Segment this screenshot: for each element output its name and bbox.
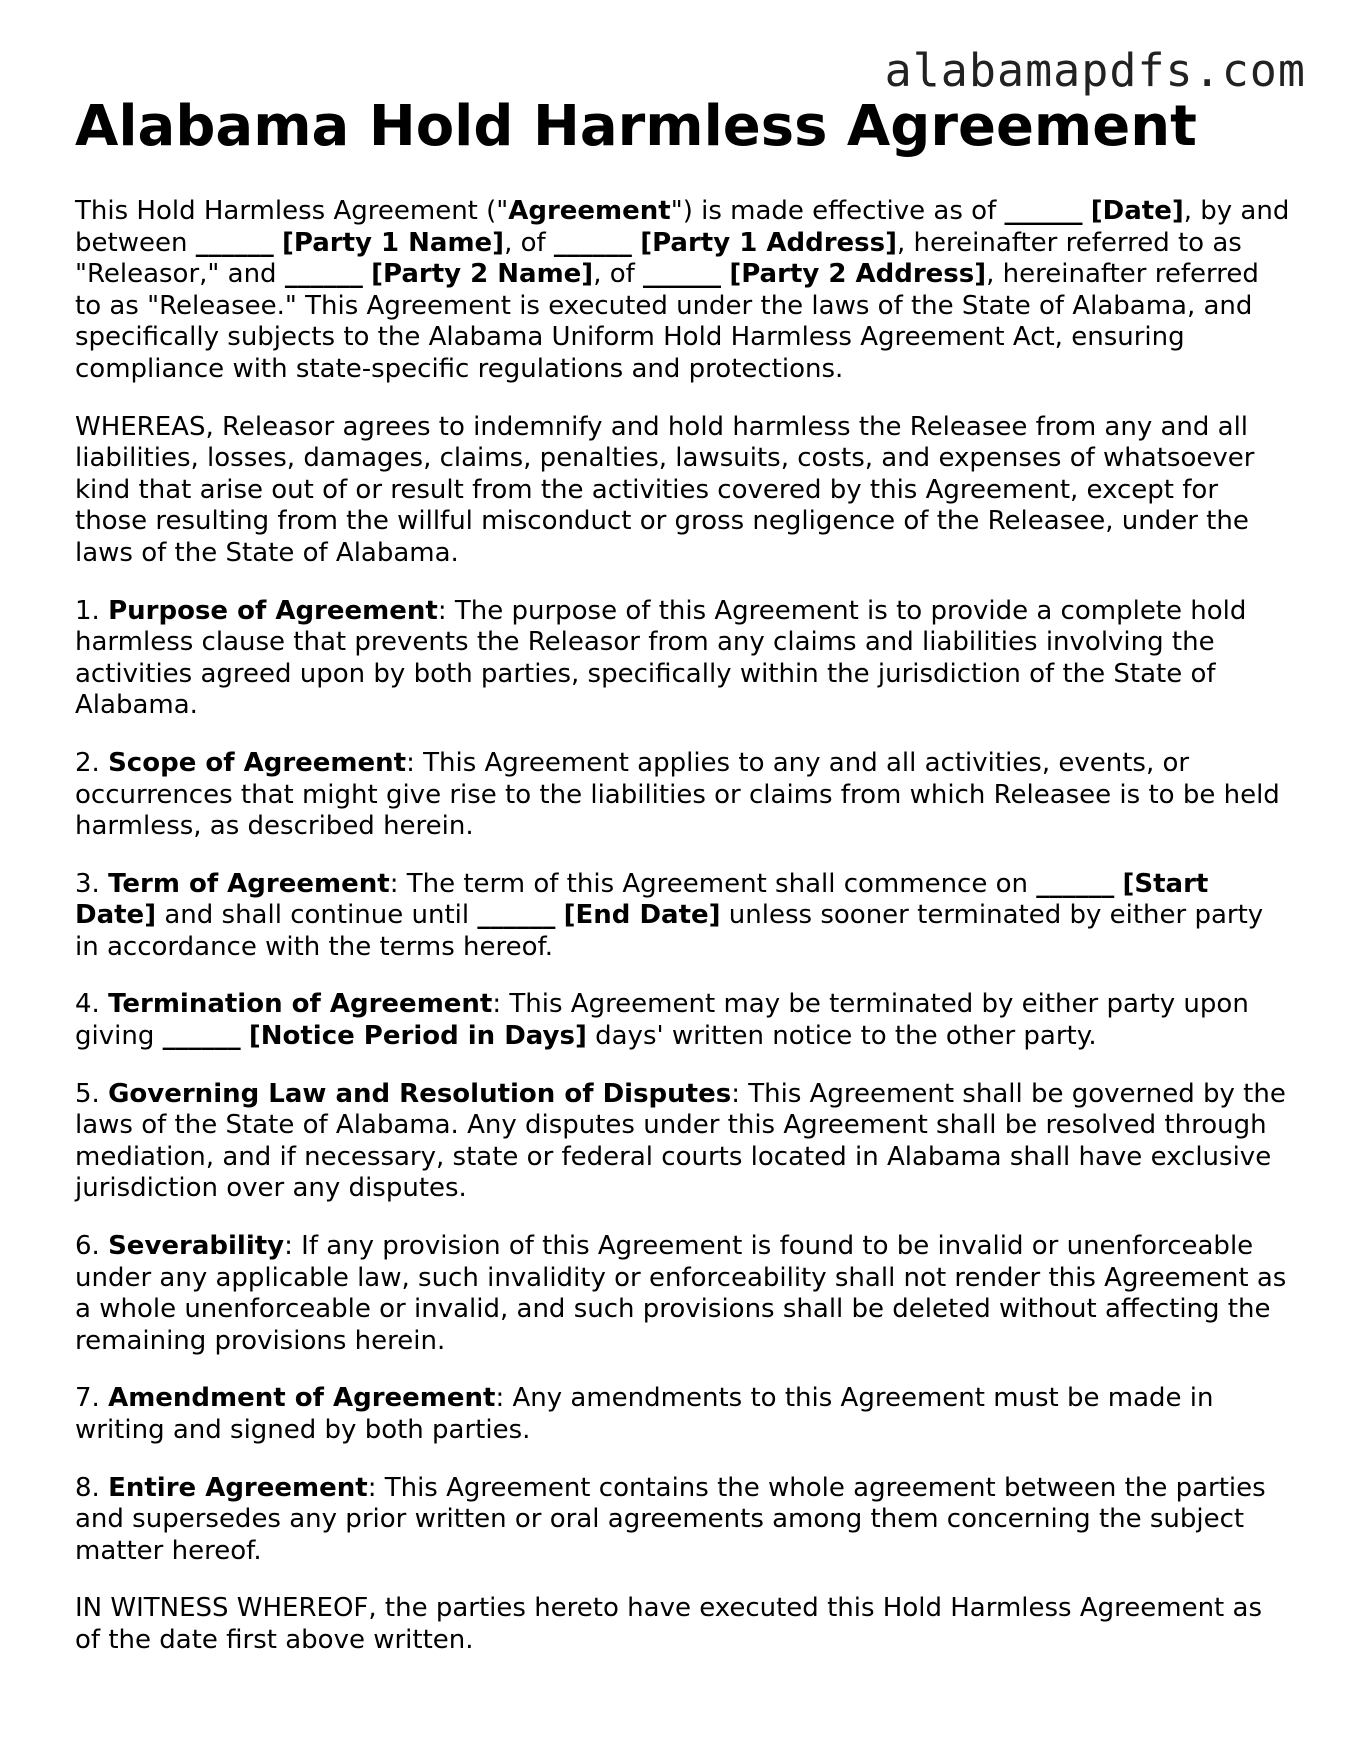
document-title: Alabama Hold Harmless Agreement xyxy=(75,94,1197,159)
section-text: days' written notice to the other party. xyxy=(586,1021,1097,1052)
section-number: 1. xyxy=(75,595,109,626)
section-entire-agreement xyxy=(75,1473,1290,1568)
section-text: : This Agreement may be terminated by either party upon giving xyxy=(75,989,1249,1052)
section-text: : This Agreement shall be governed by the laws of the State of Alabama. Any disputes under this Agreement shall be resolved through mediation, and if necessary, state or federal courts located in Alabama shall have exclusive jurisdiction over any disputes. xyxy=(75,1078,1286,1204)
notice-period-label: [Notice Period in Days] xyxy=(248,1021,587,1052)
section-number: 3. xyxy=(75,868,109,899)
section-text: : The purpose of this Agreement is to provide a complete hold harmless clause that prevents the Releasor from any claims and liabilities involving the activities agreed upon by both parties, specifically within the jurisdiction of the State of Alabama. xyxy=(75,595,1247,721)
section-term xyxy=(75,869,1290,964)
section-text: unless sooner terminated by either party in accordance with the terms hereof. xyxy=(75,900,1264,962)
party2-address-blank[interactable]: ______ xyxy=(643,259,722,290)
party2-name-label: [Party 2 Name] xyxy=(371,259,594,290)
section-text: : The term of this Agreement shall commence on xyxy=(389,868,1037,899)
intro-text-1: This Hold Harmless Agreement (" xyxy=(75,196,509,226)
section-scope xyxy=(75,748,1290,843)
end-date-blank[interactable]: ______ xyxy=(477,900,556,931)
section-number: 8. xyxy=(75,1472,109,1503)
section-text: and shall continue until xyxy=(156,900,478,931)
section-heading: Severability xyxy=(108,1231,285,1262)
section-amendment xyxy=(75,1383,1290,1446)
intro-text-4: , of xyxy=(504,227,554,258)
party1-address-blank[interactable]: ______ xyxy=(553,227,632,258)
intro-text-7: , hereinafter referred to as "Releasee." This Agreement is executed under the laws of the State of Alabama, and specifically subjects to the Alabama Uniform Hold Harmless Agreement Act, ensuring compliance with state-specific regulations and protections. xyxy=(75,259,1259,384)
party1-name-label: [Party 1 Name] xyxy=(281,227,505,258)
section-purpose xyxy=(75,596,1290,722)
date-field-label: [Date] xyxy=(1090,196,1184,226)
section-heading: Purpose of Agreement xyxy=(108,595,438,626)
intro-text-3: , by and between xyxy=(75,196,1290,258)
section-heading: Termination of Agreement xyxy=(108,989,493,1020)
intro-text-5: , hereinafter referred to as "Releasor," and xyxy=(75,227,1242,290)
whereas-paragraph: WHEREAS, Releasor agrees to indemnify and hold harmless the Releasee from any and all liabilities, losses, damages, claims, penalties, lawsuits, costs, and expenses of whatsoever kind that arise out of or result from the activities covered by this Agreement, except for those resulting from the willful misconduct or gross negligence of the Releasee, under the laws of the State of Alabama. xyxy=(75,411,1255,568)
section-heading: Entire Agreement xyxy=(108,1472,368,1503)
party1-address-label: [Party 1 Address] xyxy=(640,227,898,258)
section-text: : Any amendments to this Agreement must be made in writing and signed by both parties. xyxy=(75,1383,1214,1445)
end-date-label: [End Date] xyxy=(563,900,721,931)
section-number: 5. xyxy=(75,1078,109,1109)
date-blank[interactable]: ______ xyxy=(1004,196,1083,226)
document-page xyxy=(75,92,1290,1683)
section-heading: Scope of Agreement xyxy=(108,747,407,778)
notice-period-blank[interactable]: ______ xyxy=(162,1021,241,1052)
section-text: : If any provision of this Agreement is found to be invalid or unenforceable under any applicable law, such invalidity or enforceability shall not render this Agreement as a whole unenforceable or invalid, and such provisions shall be deleted without affecting the remaining provisions herein. xyxy=(75,1231,1287,1356)
section-number: 4. xyxy=(75,989,109,1020)
intro-paragraph xyxy=(75,196,1290,386)
section-heading: Governing Law and Resolution of Disputes xyxy=(108,1078,732,1109)
section-heading: Amendment of Agreement xyxy=(108,1383,496,1414)
start-date-label: [Start Date] xyxy=(75,868,1209,931)
section-number: 6. xyxy=(75,1231,109,1262)
section-number: 7. xyxy=(75,1383,109,1414)
site-watermark: alabamapdfs.com xyxy=(884,44,1306,97)
party2-name-blank[interactable]: ______ xyxy=(284,259,363,290)
section-text: : This Agreement applies to any and all activities, events, or occurrences that might give rise to the liabilities or claims from which Releasee is to be held harmless, as described herein. xyxy=(75,747,1280,842)
party2-address-label: [Party 2 Address] xyxy=(729,259,987,290)
section-number: 2. xyxy=(75,747,109,778)
section-governing-law xyxy=(75,1079,1290,1205)
intro-text-6: , of xyxy=(593,259,644,290)
party1-name-blank[interactable]: ______ xyxy=(195,227,274,258)
agreement-label: Agreement xyxy=(508,196,671,226)
intro-text-2: ") is made effective as of xyxy=(670,196,1005,226)
section-termination xyxy=(75,989,1290,1052)
section-severability xyxy=(75,1231,1290,1357)
section-text: : This Agreement contains the whole agreement between the parties and supersedes any prior written or oral agreements among them concerning the subject matter hereof. xyxy=(75,1472,1266,1566)
start-date-blank[interactable]: ______ xyxy=(1036,868,1115,899)
section-heading: Term of Agreement xyxy=(108,868,390,899)
witness-paragraph: IN WITNESS WHEREOF, the parties hereto have executed this Hold Harmless Agreement as of the date first above written. xyxy=(75,1593,1262,1655)
